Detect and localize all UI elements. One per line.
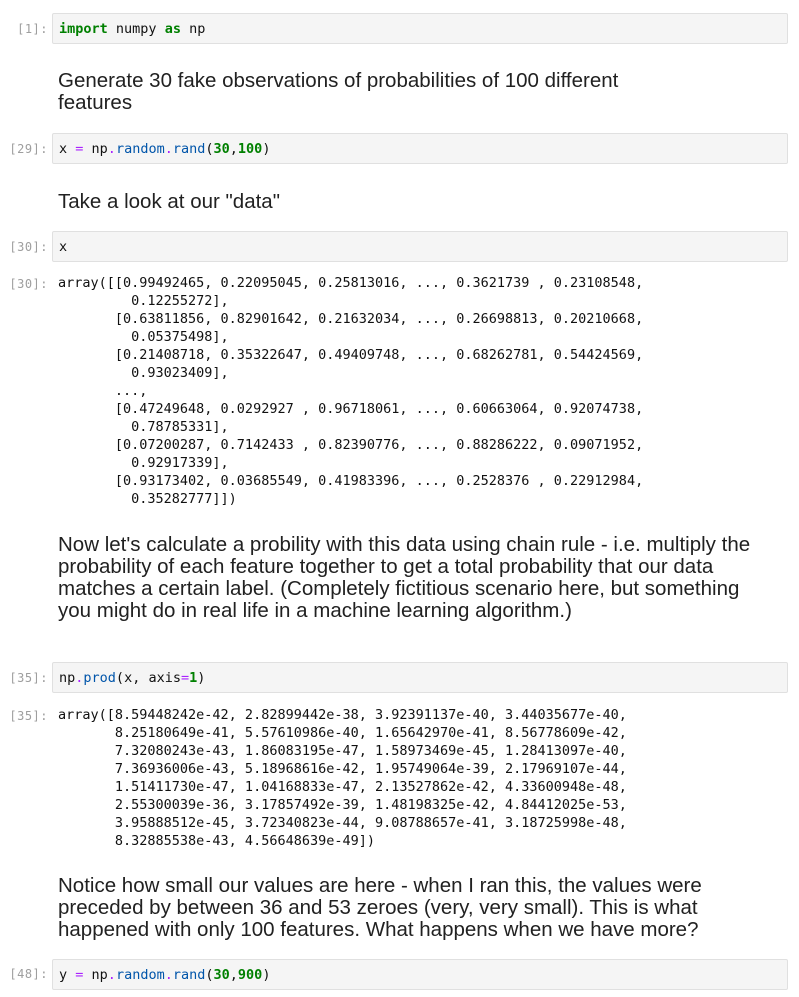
code-token: = [75,966,84,983]
code-token: np [83,966,108,983]
prompt-29: [29]: [9,142,48,156]
code-token: . [107,966,116,983]
code-token: . [107,140,116,157]
code-token: 30 [213,140,230,157]
code-token: . [75,669,84,686]
prompt-30-out: [30]: [9,277,48,291]
code-cell-29[interactable] [52,133,788,164]
code-token: . [164,140,173,157]
output-35: array([8.59448242e-42, 2.82899442e-38, 3.92391137e-40, 3.44035677e-40, 8.25180649e-41, 5.57610986e-40, 1.65642970e-41, 8.56778609e-42, 7.32080243e-43, 1.86083195e-47, 1.58973469e-45, 1.28413097e-40, 7.36936006e-43, 5.18968616e-42, 1.95749064e-39, 2.17969107e-44, 1.51411730e-47, 1.04168833e-47, 2.13527862e-42, 4.33600948e-48, 2.55300039e-36, 3.17857492e-39, 1.48198325e-42, 4.84412025e-53, 3.95888512e-45, 3.72340823e-44, 9.08788657e-41, 3.18725998e-48, 8.32885538e-43, 4.56648639e-49]) [58,707,627,849]
prompt-48: [48]: [9,967,48,981]
markdown-heading-1: Generate 30 fake observations of probabilities of 100 different features [58,69,619,114]
code-token: ( [115,669,125,686]
code-token: np [83,140,108,157]
code-token: prod [83,669,116,686]
code-token: ) [197,669,206,686]
code-token: 30 [213,966,230,983]
markdown-paragraph-3: Now let's calculate a probility with this data using chain rule - i.e. multiply the probability of each feature together to get a total probability that our data matches a certain label. (Completely fictitious scenario here, but something you might do in real life in a machine learning algorithm.) [58,533,751,622]
code-token: ( [205,140,214,157]
output-30: array([[0.99492465, 0.22095045, 0.25813016, ..., 0.3621739 , 0.23108548, 0.12255272], [0.63811856, 0.82901642, 0.21632034, ..., 0.26698813, 0.20210668, 0.05375498], [0.21408718, 0.35322647, 0.49409748, ..., 0.68262781, 0.54424569, 0.93023409], ..., [0.47249648, 0.0292927 , 0.96718061, ..., 0.60663064, 0.92074738, 0.78785331], [0.07200287, 0.7142433 , 0.82390776, ..., 0.88286222, 0.09071952, 0.92917339], [0.93173402, 0.03685549, 0.41983396, ..., 0.2528376 , 0.22912984, 0.35282777]]) [58,275,644,507]
code-token: = [75,140,84,157]
code-token: random [115,966,165,983]
code-token: rand [172,140,206,157]
code-token: ) [262,140,271,157]
prompt-30-in: [30]: [9,240,48,254]
keyword-as: as [164,20,181,37]
prompt-35-out: [35]: [9,709,48,723]
code-cell-48[interactable] [52,959,788,990]
code-token: 900 [237,966,263,983]
code-token: 1 [189,669,198,686]
code-token: rand [172,966,206,983]
module-name: numpy [107,20,165,37]
alias-name: np [180,20,206,37]
code-token: 100 [237,140,263,157]
prompt-35-in: [35]: [9,671,48,685]
code-token: . [164,966,173,983]
code-cell-35[interactable] [52,662,788,693]
prompt-1: [1]: [17,22,48,36]
code-token: ( [205,966,214,983]
code-token: x, axis [124,669,181,686]
code-cell-30[interactable] [52,231,788,262]
code-token: x [59,140,76,157]
code-token: ) [262,966,271,983]
code-token: , [229,140,238,157]
keyword-import: import [59,20,108,37]
code-token: np [59,669,76,686]
code-token: , [229,966,238,983]
markdown-paragraph-4: Notice how small our values are here - when I ran this, the values were preceded by between 36 and 53 zeroes (very, very small). This is what happened with only 100 features. What happens when we have more? [58,874,702,941]
code-token: random [115,140,165,157]
markdown-heading-2: Take a look at our "data" [58,190,280,213]
code-token: x [59,238,68,255]
code-cell-1[interactable] [52,13,788,44]
code-token: y [59,966,76,983]
code-token: = [180,669,190,686]
